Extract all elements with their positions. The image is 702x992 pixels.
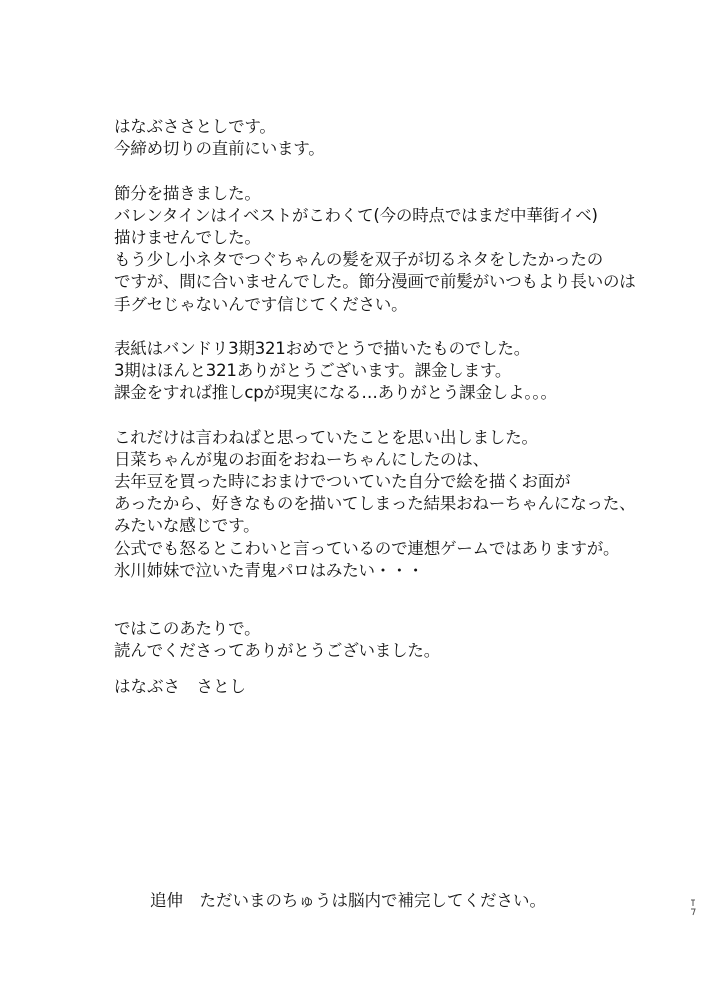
text-line: これだけは言わねばと思っていたことを思い出しました。 xyxy=(114,427,538,447)
paragraph-intro xyxy=(114,116,674,160)
text-line: 表紙はバンドリ3期321おめでとうで描いたものでした。 xyxy=(114,338,531,358)
paragraph-gap xyxy=(114,582,674,618)
paragraph-mask xyxy=(114,427,674,582)
text-line: 節分を描きました。 xyxy=(114,183,261,203)
text-line: ではこのあたりで。 xyxy=(114,618,261,638)
paragraph-gap xyxy=(114,160,674,182)
paragraph-gap xyxy=(114,404,674,426)
paragraph-cover xyxy=(114,338,674,405)
text-line: 公式でも怒るとこわいと言っているので連想ゲームではありますが。 xyxy=(114,538,620,558)
paragraph-setsubun xyxy=(114,183,674,316)
postscript-note: 追伸 ただいまのちゅうは脳内で補完してください。 xyxy=(150,891,546,910)
author-signature: はなぶさ さとし xyxy=(114,677,246,696)
text-line: 去年豆を買った時におまけでついていた自分で絵を描くお面が xyxy=(114,472,571,491)
text-line: 読んでくださってありがとうございました。 xyxy=(114,641,441,661)
text-line: 今締め切りの直前にいます。 xyxy=(114,139,325,159)
text-line: みたいな感じです。 xyxy=(114,516,260,536)
text-line: 手グセじゃないんです信じてください。 xyxy=(114,294,408,314)
paragraph-gap xyxy=(114,316,674,338)
afterword-body xyxy=(114,116,674,662)
text-line: バレンタインはイベストがこわくて(今の時点ではまだ中華街イベ) xyxy=(114,205,598,225)
page-edge-mark xyxy=(690,898,696,916)
paragraph-closing xyxy=(114,618,674,662)
text-line: はなぶささとしです。 xyxy=(114,117,276,136)
text-line: あったから、好きなものを描いてしまった結果おねーちゃんになった、 xyxy=(114,494,636,514)
text-line: 描けませんでした。 xyxy=(114,227,261,247)
text-line: もう少し小ネタでつぐちゃんの髪を双子が切るネタをしたかったの xyxy=(114,250,604,270)
text-line: 課金をすれば推しcpが現実になる…ありがとう課金しよ。。。 xyxy=(114,383,557,403)
text-line: 氷川姉妹で泣いた青鬼パロはみたい・・・ xyxy=(114,560,424,580)
text-line: 日菜ちゃんが鬼のお面をおねーちゃんにしたのは、 xyxy=(114,449,489,469)
text-line: 3期はほんと321ありがとうございます。課金します。 xyxy=(114,361,512,381)
text-line: ですが、間に合いませんでした。節分漫画で前髪がいつもより長いのは xyxy=(114,272,636,292)
